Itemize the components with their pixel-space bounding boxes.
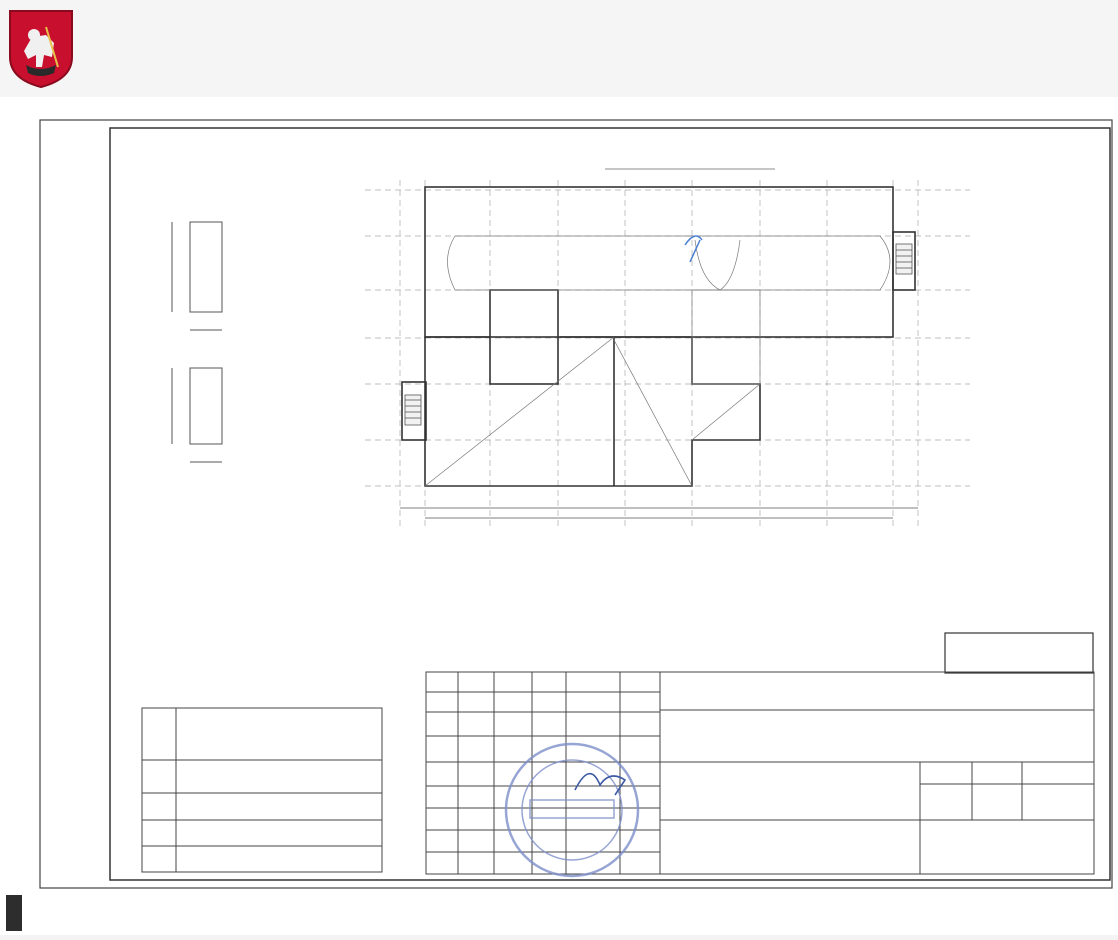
floor-plan-drawing <box>0 97 1118 935</box>
drawing-sheet <box>0 97 1118 935</box>
header <box>0 0 1118 97</box>
moscow-coat-of-arms-icon <box>6 7 76 89</box>
image-caption <box>6 895 22 931</box>
company-seal <box>506 744 638 876</box>
